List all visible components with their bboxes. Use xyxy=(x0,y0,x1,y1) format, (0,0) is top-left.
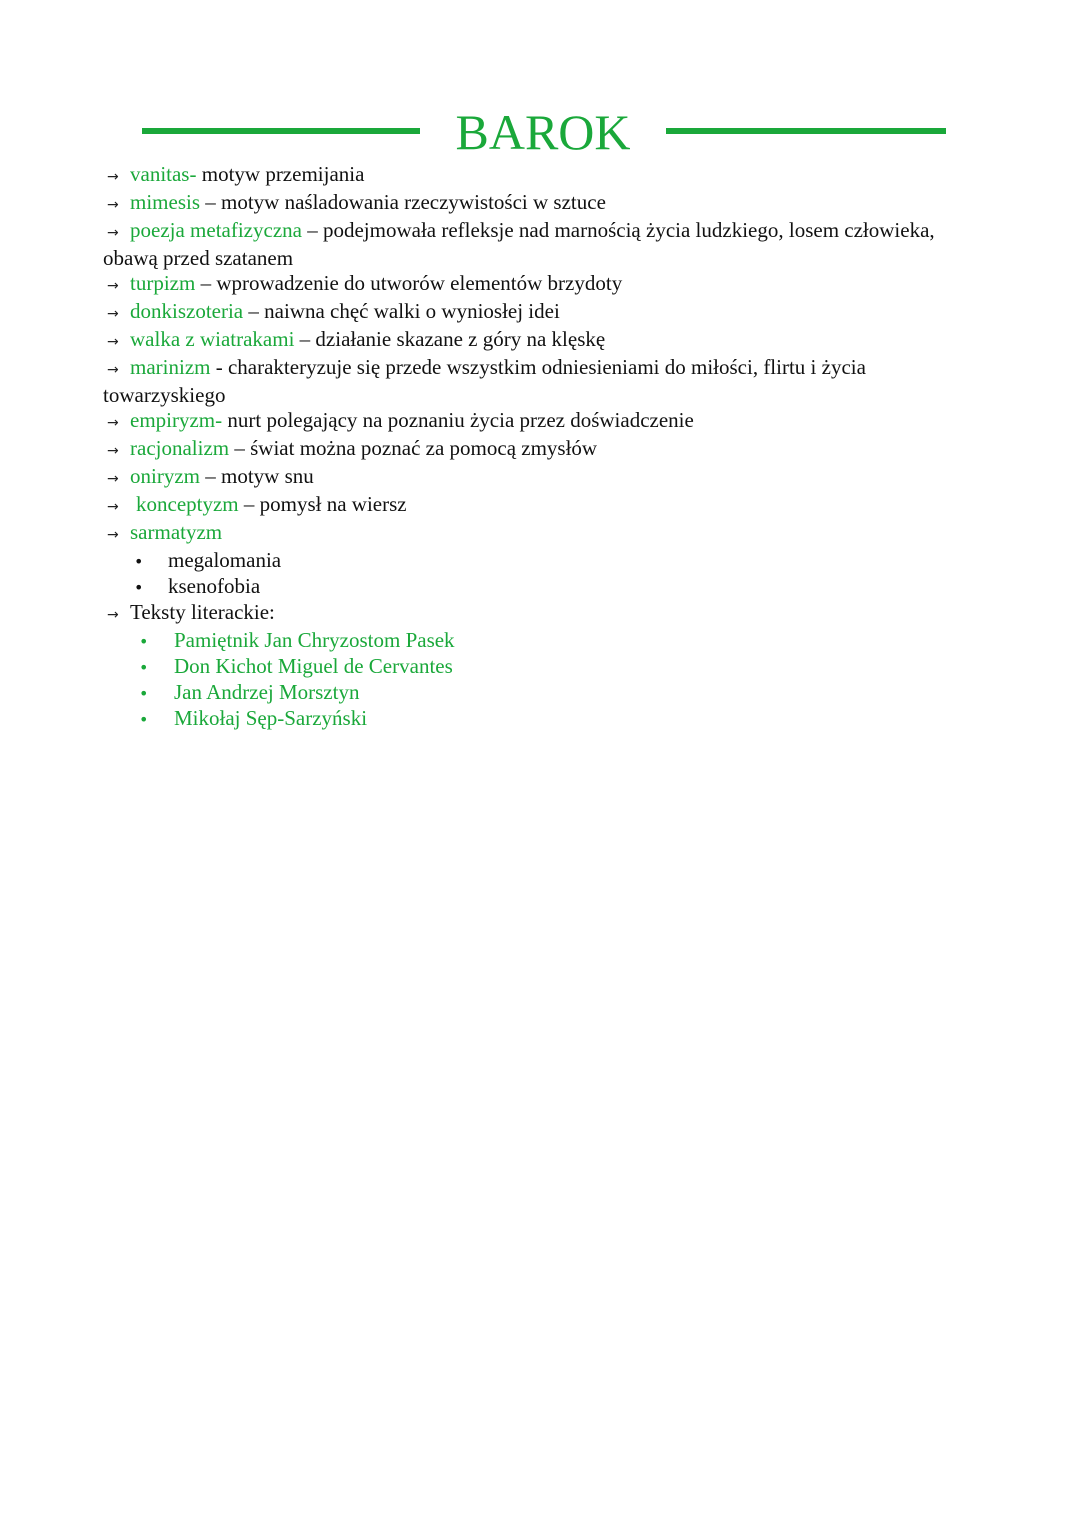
list-item xyxy=(103,680,983,706)
arrow-icon: → xyxy=(107,499,119,515)
sarmatyzm-item: ksenofobia xyxy=(168,574,261,598)
notes-body xyxy=(103,162,983,732)
bullet-icon: • xyxy=(139,710,149,729)
entry-description: – świat można poznać za pomocą zmysłów xyxy=(229,436,598,460)
entry-term: marinizm xyxy=(130,355,211,379)
entry-marinizm xyxy=(103,355,983,408)
bullet-icon: • xyxy=(139,684,149,703)
entry-term: racjonalizm xyxy=(130,436,230,460)
arrow-icon: → xyxy=(107,197,119,213)
list-item xyxy=(103,628,983,654)
entry-description: - charakteryzuje się przede wszystkim odniesieniami do miłości, flirtu i życia towarzyskiego xyxy=(103,355,866,407)
list-item xyxy=(103,548,983,574)
arrow-icon: → xyxy=(107,415,119,431)
entry-description: nurt polegający na poznaniu życia przez doświadczenie xyxy=(222,408,694,432)
entry-description: – podejmowała refleksje nad marnością życia ludzkiego, losem człowieka, obawą przed szatanem xyxy=(103,218,935,270)
title-rule-right xyxy=(666,128,946,134)
arrow-icon: → xyxy=(107,169,119,185)
bullet-icon: • xyxy=(134,578,144,597)
entry-description: – wprowadzenie do utworów elementów brzydoty xyxy=(195,271,623,295)
entry-description: – motyw snu xyxy=(199,464,314,488)
entry-term: mimesis xyxy=(130,190,201,214)
entry-description: motyw przemijania xyxy=(196,162,365,186)
entry-walka-z-wiatrakami xyxy=(103,327,983,355)
literary-text: Mikołaj Sęp-Sarzyński xyxy=(174,706,368,730)
entry-sarmatyzm xyxy=(103,520,983,548)
title-rule-left xyxy=(142,128,420,134)
entry-oniryzm xyxy=(103,464,983,492)
entry-poezja-metafizyczna xyxy=(103,218,983,271)
entry-racjonalizm xyxy=(103,436,983,464)
bullet-icon: • xyxy=(139,632,149,651)
entry-donkiszoteria xyxy=(103,299,983,327)
entry-term: vanitas- xyxy=(130,162,197,186)
entry-term: sarmatyzm xyxy=(130,520,223,544)
entry-vanitas xyxy=(103,162,983,190)
entry-term: konceptyzm xyxy=(136,492,239,516)
entry-term: walka z wiatrakami xyxy=(130,327,295,351)
entry-term: donkiszoteria xyxy=(130,299,244,323)
entry-term: poezja metafizyczna xyxy=(130,218,302,242)
arrow-icon: → xyxy=(107,471,119,487)
arrow-icon: → xyxy=(107,334,119,350)
entry-empiryzm xyxy=(103,408,983,436)
list-item xyxy=(103,654,983,680)
entry-term: oniryzm xyxy=(130,464,200,488)
entry-description: – naiwna chęć walki o wyniosłej idei xyxy=(243,299,560,323)
texts-heading: Teksty literackie: xyxy=(130,600,275,624)
arrow-icon: → xyxy=(107,607,119,623)
entry-description: – działanie skazane z góry na klęskę xyxy=(294,327,606,351)
arrow-icon: → xyxy=(107,225,119,241)
entry-description: – motyw naśladowania rzeczywistości w sztuce xyxy=(200,190,606,214)
list-item xyxy=(103,574,983,600)
arrow-icon: → xyxy=(107,527,119,543)
entry-turpizm xyxy=(103,271,983,299)
entry-description: – pomysł na wiersz xyxy=(238,492,407,516)
literary-text: Jan Andrzej Morsztyn xyxy=(174,680,360,704)
arrow-icon: → xyxy=(107,443,119,459)
entry-term: turpizm xyxy=(130,271,196,295)
bullet-icon: • xyxy=(134,552,144,571)
literary-text: Pamiętnik Jan Chryzostom Pasek xyxy=(174,628,455,652)
arrow-icon: → xyxy=(107,306,119,322)
bullet-icon: • xyxy=(139,658,149,677)
page-title: BAROK xyxy=(455,104,631,160)
texts-heading-row xyxy=(103,600,983,628)
arrow-icon: → xyxy=(107,362,119,378)
entry-term: empiryzm- xyxy=(130,408,223,432)
entry-konceptyzm xyxy=(103,492,983,520)
list-item xyxy=(103,706,983,732)
sarmatyzm-item: megalomania xyxy=(168,548,282,572)
arrow-icon: → xyxy=(107,278,119,294)
literary-text: Don Kichot Miguel de Cervantes xyxy=(174,654,453,678)
title-bar xyxy=(0,100,1080,164)
entry-mimesis xyxy=(103,190,983,218)
